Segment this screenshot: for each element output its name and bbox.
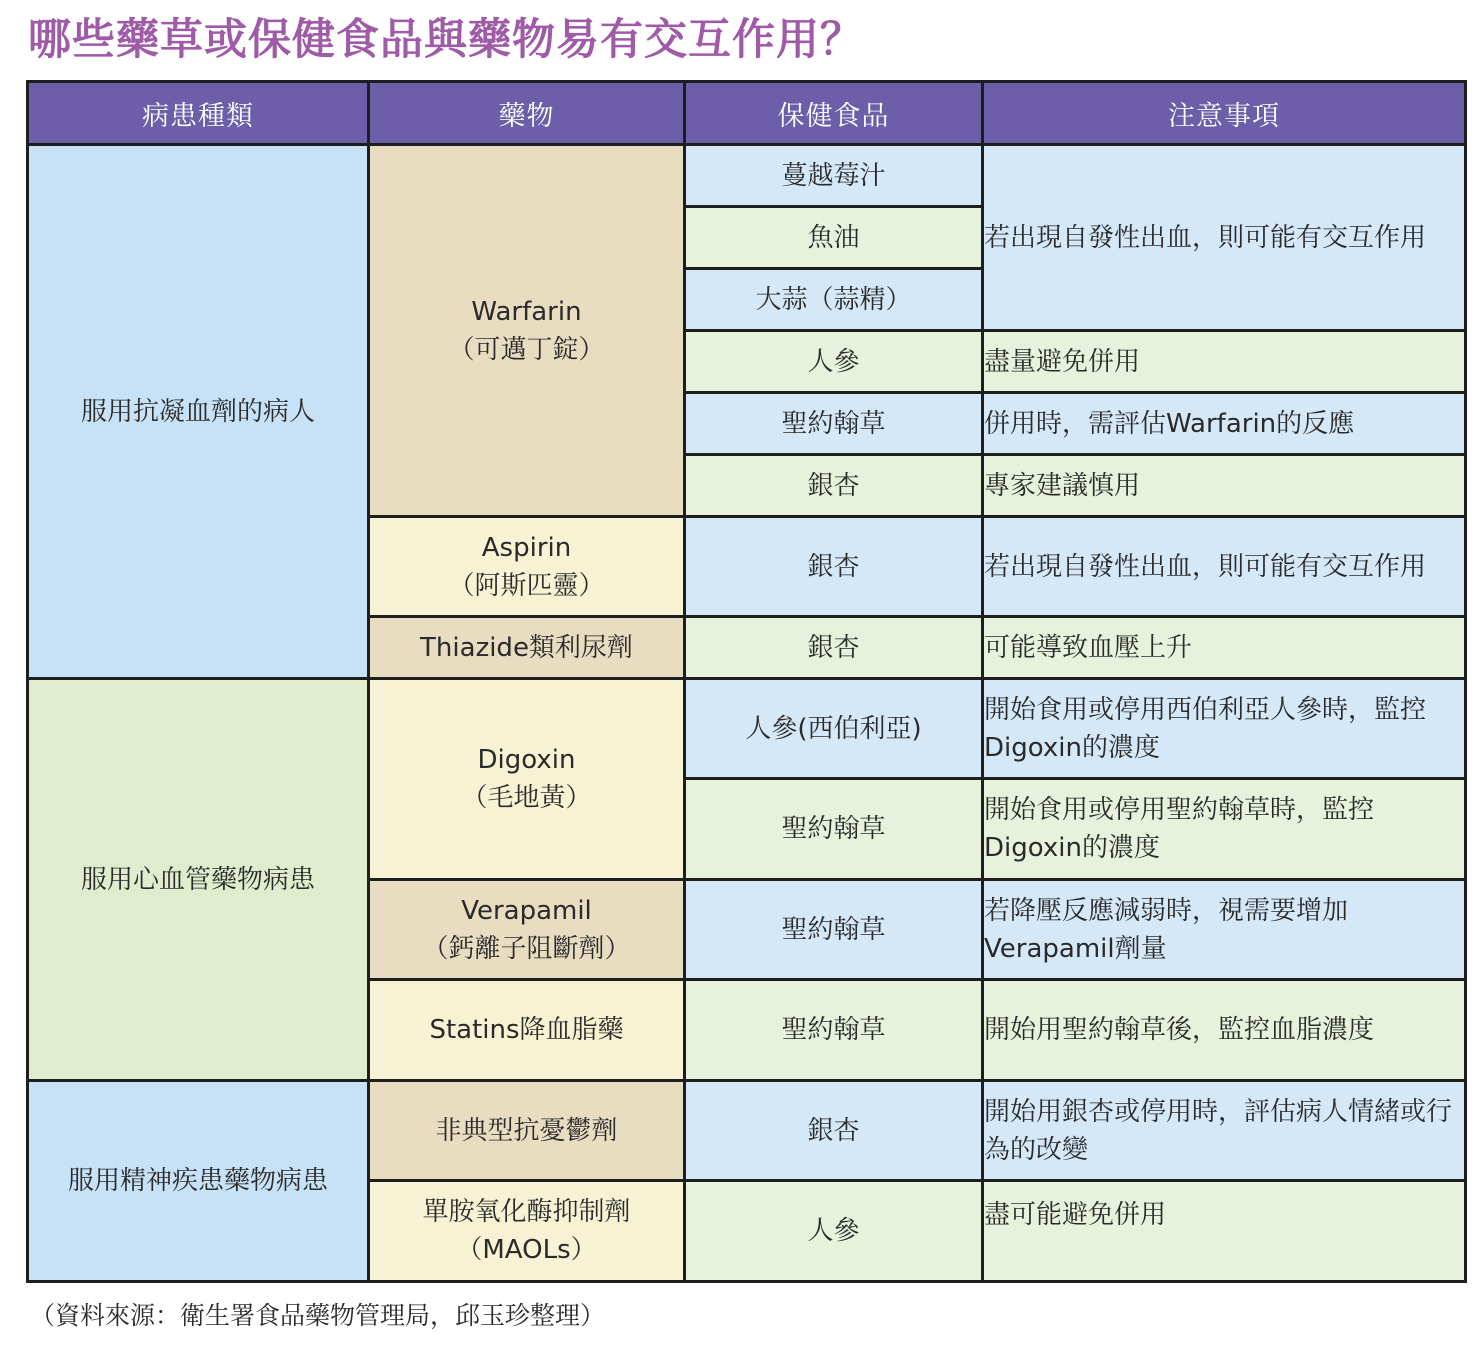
header-notes: 注意事項 (983, 82, 1466, 145)
patient-type-cell: 服用抗凝血劑的病人 (28, 145, 369, 679)
drug-name: 單胺氧化酶抑制劑 (422, 1197, 631, 1227)
note-cell: 可能導致血壓上升 (983, 617, 1466, 679)
table-row (28, 679, 1466, 779)
drug-cell (369, 145, 685, 517)
note-cell: 開始用聖約翰草後，監控血脂濃度 (983, 980, 1466, 1081)
drug-cell (369, 679, 685, 880)
page-title: 哪些藥草或保健食品與藥物易有交互作用？ (28, 15, 864, 65)
drug-name: Warfarin (471, 296, 582, 327)
note-cell: 若出現自發性出血，則可能有交互作用 (983, 517, 1466, 617)
note-cell: 盡可能避免併用 (983, 1181, 1466, 1282)
supplement-cell: 魚油 (685, 207, 983, 269)
drug-cell (369, 880, 685, 980)
drug-name: Verapamil (461, 895, 592, 926)
supplement-cell: 聖約翰草 (685, 980, 983, 1081)
drug-cell (369, 1181, 685, 1282)
supplement-cell: 人參 (685, 331, 983, 393)
supplement-cell: 聖約翰草 (685, 779, 983, 880)
drug-subname: （鈣離子阻斷劑） (422, 933, 631, 964)
note-cell: 盡量避免併用 (983, 331, 1466, 393)
table-row (28, 145, 1466, 207)
note-cell: 併用時，需評估Warfarin的反應 (983, 393, 1466, 455)
drug-subname: （可邁丁錠） (448, 334, 605, 365)
note-cell: 開始食用或停用西伯利亞人參時，監控Digoxin的濃度 (983, 679, 1466, 779)
interaction-table (26, 80, 1467, 1283)
table-header-row (28, 82, 1466, 145)
note-cell: 開始食用或停用聖約翰草時，監控Digoxin的濃度 (983, 779, 1466, 880)
supplement-cell: 銀杏 (685, 617, 983, 679)
drug-name: Aspirin (481, 532, 572, 563)
supplement-cell: 大蒜（蒜精） (685, 269, 983, 331)
supplement-cell: 人參 (685, 1181, 983, 1282)
drug-cell: Thiazide類利尿劑 (369, 617, 685, 679)
supplement-cell: 聖約翰草 (685, 880, 983, 980)
drug-name: Digoxin (477, 745, 576, 775)
note-cell: 開始用銀杏或停用時，評估病人情緒或行為的改變 (983, 1081, 1466, 1181)
drug-subname: （MAOLs） (456, 1235, 597, 1265)
note-cell: 若出現自發性出血，則可能有交互作用 (983, 145, 1466, 331)
drug-cell: 非典型抗憂鬱劑 (369, 1081, 685, 1181)
drug-subname: （毛地黃） (461, 783, 592, 813)
drug-cell (369, 517, 685, 617)
note-cell: 若降壓反應減弱時，視需要增加Verapamil劑量 (983, 880, 1466, 980)
table-row (28, 1081, 1466, 1181)
supplement-cell: 人參(西伯利亞) (685, 679, 983, 779)
patient-type-cell: 服用精神疾患藥物病患 (28, 1081, 369, 1282)
header-drug: 藥物 (369, 82, 685, 145)
drug-cell: Statins降血脂藥 (369, 980, 685, 1081)
header-supplement: 保健食品 (685, 82, 983, 145)
supplement-cell: 蔓越莓汁 (685, 145, 983, 207)
patient-type-cell: 服用心血管藥物病患 (28, 679, 369, 1081)
supplement-cell: 銀杏 (685, 1081, 983, 1181)
supplement-cell: 銀杏 (685, 517, 983, 617)
supplement-cell: 銀杏 (685, 455, 983, 517)
header-patient-type: 病患種類 (28, 82, 369, 145)
source-note: （資料來源：衛生署食品藥物管理局，邱玉珍整理） (30, 1301, 606, 1330)
drug-subname: （阿斯匹靈） (448, 570, 605, 601)
supplement-cell: 聖約翰草 (685, 393, 983, 455)
note-cell: 專家建議慎用 (983, 455, 1466, 517)
